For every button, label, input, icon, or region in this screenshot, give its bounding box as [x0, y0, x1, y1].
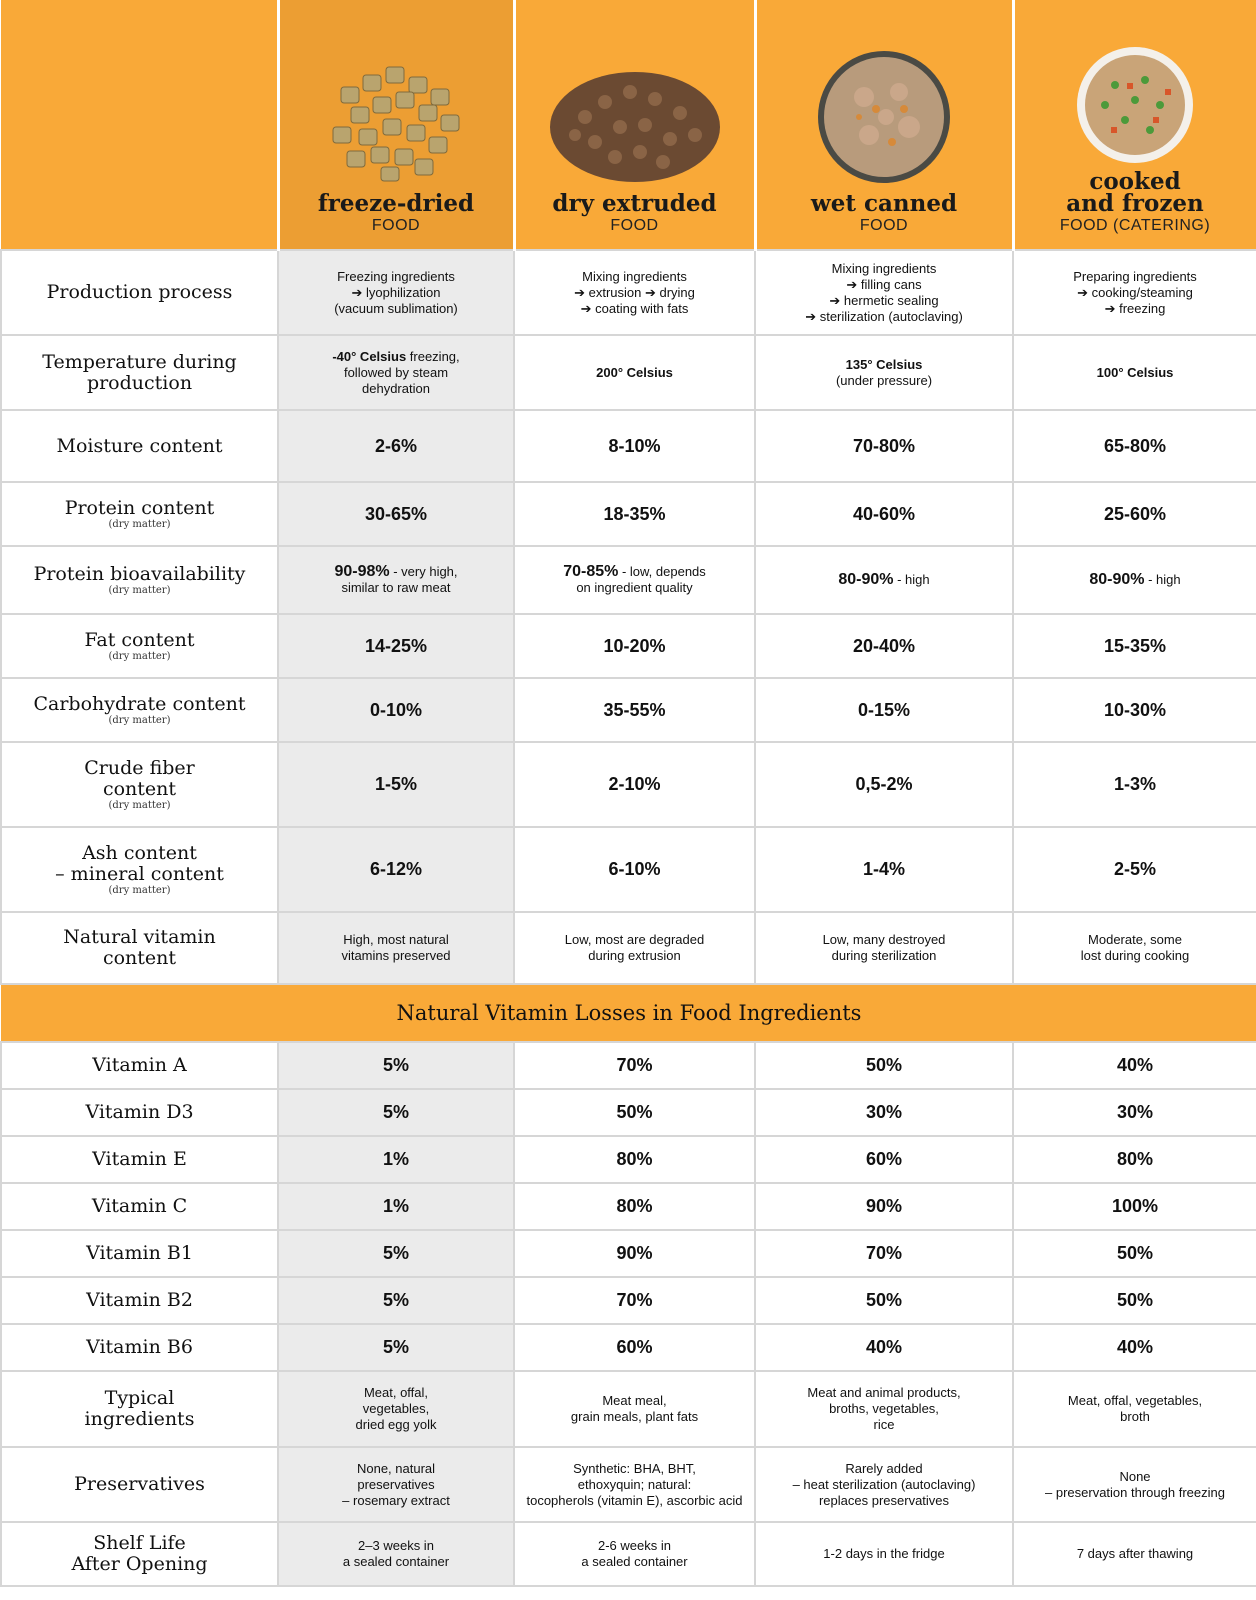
cell: 50%: [755, 1042, 1013, 1089]
cell: High, most natural vitamins preserved: [278, 912, 514, 984]
cell: 18-35%: [514, 482, 755, 546]
cell: 90-98% - very high, similar to raw meat: [278, 546, 514, 614]
row-label: Protein bioavailability (dry matter): [1, 546, 278, 614]
row-vitamin: [1, 1042, 1256, 1089]
row-fat: [1, 614, 1256, 678]
row-label: Vitamin C: [1, 1183, 278, 1230]
cell: 90%: [514, 1230, 755, 1277]
cell: 80%: [1013, 1136, 1256, 1183]
row-label: Fat content (dry matter): [1, 614, 278, 678]
cell: 70%: [514, 1277, 755, 1324]
row-natural-vitamin-content: [1, 912, 1256, 984]
row-moisture: [1, 410, 1256, 482]
cell: 1-4%: [755, 827, 1013, 912]
cell: 70-80%: [755, 410, 1013, 482]
cell: 80%: [514, 1183, 755, 1230]
dry-extruded-food-image: [545, 47, 725, 187]
cell: Meat, offal, vegetables, broth: [1013, 1371, 1256, 1447]
cell: 0-15%: [755, 678, 1013, 742]
cell: 14-25%: [278, 614, 514, 678]
section-header: [1, 984, 1256, 1042]
cell: 30-65%: [278, 482, 514, 546]
cell: 50%: [1013, 1230, 1256, 1277]
row-label: Carbohydrate content (dry matter): [1, 678, 278, 742]
cell: Preparing ingredients ➔ cooking/steaming ➔ freezing: [1013, 250, 1256, 335]
row-vitamin: [1, 1136, 1256, 1183]
cell: 135° Celsius (under pressure): [755, 335, 1013, 410]
row-production-process: [1, 250, 1256, 335]
row-label: Natural vitamin content: [1, 912, 278, 984]
row-label: Temperature during production: [1, 335, 278, 410]
row-label: Protein content (dry matter): [1, 482, 278, 546]
cell: 10-20%: [514, 614, 755, 678]
cell: 6-12%: [278, 827, 514, 912]
freeze-dried-food-image: [311, 47, 481, 187]
cell: 30%: [755, 1089, 1013, 1136]
row-label: Typical ingredients: [1, 1371, 278, 1447]
row-bioavailability: [1, 546, 1256, 614]
row-label: Vitamin A: [1, 1042, 278, 1089]
cell: 1%: [278, 1183, 514, 1230]
header-wet-canned: [755, 0, 1013, 250]
cell: Freezing ingredients ➔ lyophilization (vacuum sublimation): [278, 250, 514, 335]
cell: 5%: [278, 1089, 514, 1136]
cell: Synthetic: BHA, BHT, ethoxyquin; natural: tocopherols (vitamin E), ascorbic acid: [514, 1447, 755, 1522]
row-vitamin: [1, 1183, 1256, 1230]
cell: 0-10%: [278, 678, 514, 742]
row-label: Vitamin D3: [1, 1089, 278, 1136]
cell: 40%: [1013, 1042, 1256, 1089]
cell: 80-90% - high: [1013, 546, 1256, 614]
dry-extruded-subtitle: FOOD: [610, 217, 659, 234]
header-row: [1, 0, 1256, 250]
cooked-frozen-food-image: [1065, 45, 1205, 165]
cell: 5%: [278, 1277, 514, 1324]
cell: 1-5%: [278, 742, 514, 827]
freeze-dried-title: freeze-dried: [317, 190, 475, 217]
cell: 60%: [514, 1324, 755, 1371]
row-label: Ash content – mineral content (dry matter): [1, 827, 278, 912]
cell: 70-85% - low, depends on ingredient quality: [514, 546, 755, 614]
row-vitamin: [1, 1324, 1256, 1371]
cell: 65-80%: [1013, 410, 1256, 482]
cell: 100° Celsius: [1013, 335, 1256, 410]
cell: Low, most are degraded during extrusion: [514, 912, 755, 984]
cell: 30%: [1013, 1089, 1256, 1136]
cell: -40° Celsius freezing, followed by steam dehydration: [278, 335, 514, 410]
row-crude-fiber: [1, 742, 1256, 827]
cell: None, natural preservatives – rosemary extract: [278, 1447, 514, 1522]
cell: 2-6%: [278, 410, 514, 482]
header-freeze-dried: [278, 0, 514, 250]
cell: 20-40%: [755, 614, 1013, 678]
row-protein: [1, 482, 1256, 546]
cell: 25-60%: [1013, 482, 1256, 546]
cell: Meat and animal products, broths, vegetables, rice: [755, 1371, 1013, 1447]
row-vitamin: [1, 1089, 1256, 1136]
row-carbohydrate: [1, 678, 1256, 742]
cell: Rarely added – heat sterilization (autoclaving) replaces preservatives: [755, 1447, 1013, 1522]
cell: 15-35%: [1013, 614, 1256, 678]
row-shelf-life: [1, 1522, 1256, 1586]
cell: 2-6 weeks in a sealed container: [514, 1522, 755, 1586]
row-vitamin: [1, 1230, 1256, 1277]
row-preservatives: [1, 1447, 1256, 1522]
row-label: Production process: [1, 250, 278, 335]
cell: 1-3%: [1013, 742, 1256, 827]
row-label: Shelf Life After Opening: [1, 1522, 278, 1586]
cell: Moderate, some lost during cooking: [1013, 912, 1256, 984]
cell: 50%: [514, 1089, 755, 1136]
cell: 50%: [1013, 1277, 1256, 1324]
dry-extruded-title: dry extruded: [552, 190, 717, 217]
row-label: Vitamin E: [1, 1136, 278, 1183]
cell: 40%: [1013, 1324, 1256, 1371]
cooked-frozen-title: [1019, 168, 1252, 217]
cell: 50%: [755, 1277, 1013, 1324]
wet-canned-title: wet canned: [810, 190, 958, 217]
cell: 2-5%: [1013, 827, 1256, 912]
cell: 200° Celsius: [514, 335, 755, 410]
cell: 2-10%: [514, 742, 755, 827]
cell: Low, many destroyed during sterilization: [755, 912, 1013, 984]
row-label: Vitamin B1: [1, 1230, 278, 1277]
header-corner: [1, 0, 278, 250]
cell: 100%: [1013, 1183, 1256, 1230]
cell: Mixing ingredients ➔ filling cans ➔ hermetic sealing ➔ sterilization (autoclaving): [755, 250, 1013, 335]
header-dry-extruded: [514, 0, 755, 250]
row-typical-ingredients: [1, 1371, 1256, 1447]
cell: 70%: [514, 1042, 755, 1089]
row-label: Preservatives: [1, 1447, 278, 1522]
cell: 70%: [755, 1230, 1013, 1277]
cell: Mixing ingredients ➔ extrusion ➔ drying ➔ coating with fats: [514, 250, 755, 335]
freeze-dried-subtitle: FOOD: [371, 217, 421, 234]
cell: 1%: [278, 1136, 514, 1183]
cell: 10-30%: [1013, 678, 1256, 742]
row-label: Vitamin B2: [1, 1277, 278, 1324]
cell: 5%: [278, 1042, 514, 1089]
cell: 80-90% - high: [755, 546, 1013, 614]
cell: 40%: [755, 1324, 1013, 1371]
cell: 6-10%: [514, 827, 755, 912]
cell: Meat meal, grain meals, plant fats: [514, 1371, 755, 1447]
row-temperature: [1, 335, 1256, 410]
cell: 5%: [278, 1324, 514, 1371]
cell: 35-55%: [514, 678, 755, 742]
cell: 8-10%: [514, 410, 755, 482]
cooked-frozen-title-line1: cooked: [1089, 168, 1181, 195]
header-cooked-frozen: [1013, 0, 1256, 250]
row-ash: [1, 827, 1256, 912]
wet-canned-food-image: [814, 47, 954, 187]
row-label: Vitamin B6: [1, 1324, 278, 1371]
cell: 5%: [278, 1230, 514, 1277]
cell: 60%: [755, 1136, 1013, 1183]
section-title: Natural Vitamin Losses in Food Ingredients: [1, 984, 1256, 1042]
row-vitamin: [1, 1277, 1256, 1324]
cell: Meat, offal, vegetables, dried egg yolk: [278, 1371, 514, 1447]
cell: 7 days after thawing: [1013, 1522, 1256, 1586]
cooked-frozen-title-line2: and frozen: [1066, 190, 1204, 217]
cell: 0,5-2%: [755, 742, 1013, 827]
cell: 90%: [755, 1183, 1013, 1230]
wet-canned-subtitle: FOOD: [859, 217, 909, 234]
cooked-frozen-subtitle: FOOD (CATERING): [1059, 217, 1211, 234]
cell: 1-2 days in the fridge: [755, 1522, 1013, 1586]
cell: 80%: [514, 1136, 755, 1183]
cell: 2–3 weeks in a sealed container: [278, 1522, 514, 1586]
cell: None – preservation through freezing: [1013, 1447, 1256, 1522]
cell: 40-60%: [755, 482, 1013, 546]
row-label: Moisture content: [1, 410, 278, 482]
row-label: Crude fiber content (dry matter): [1, 742, 278, 827]
